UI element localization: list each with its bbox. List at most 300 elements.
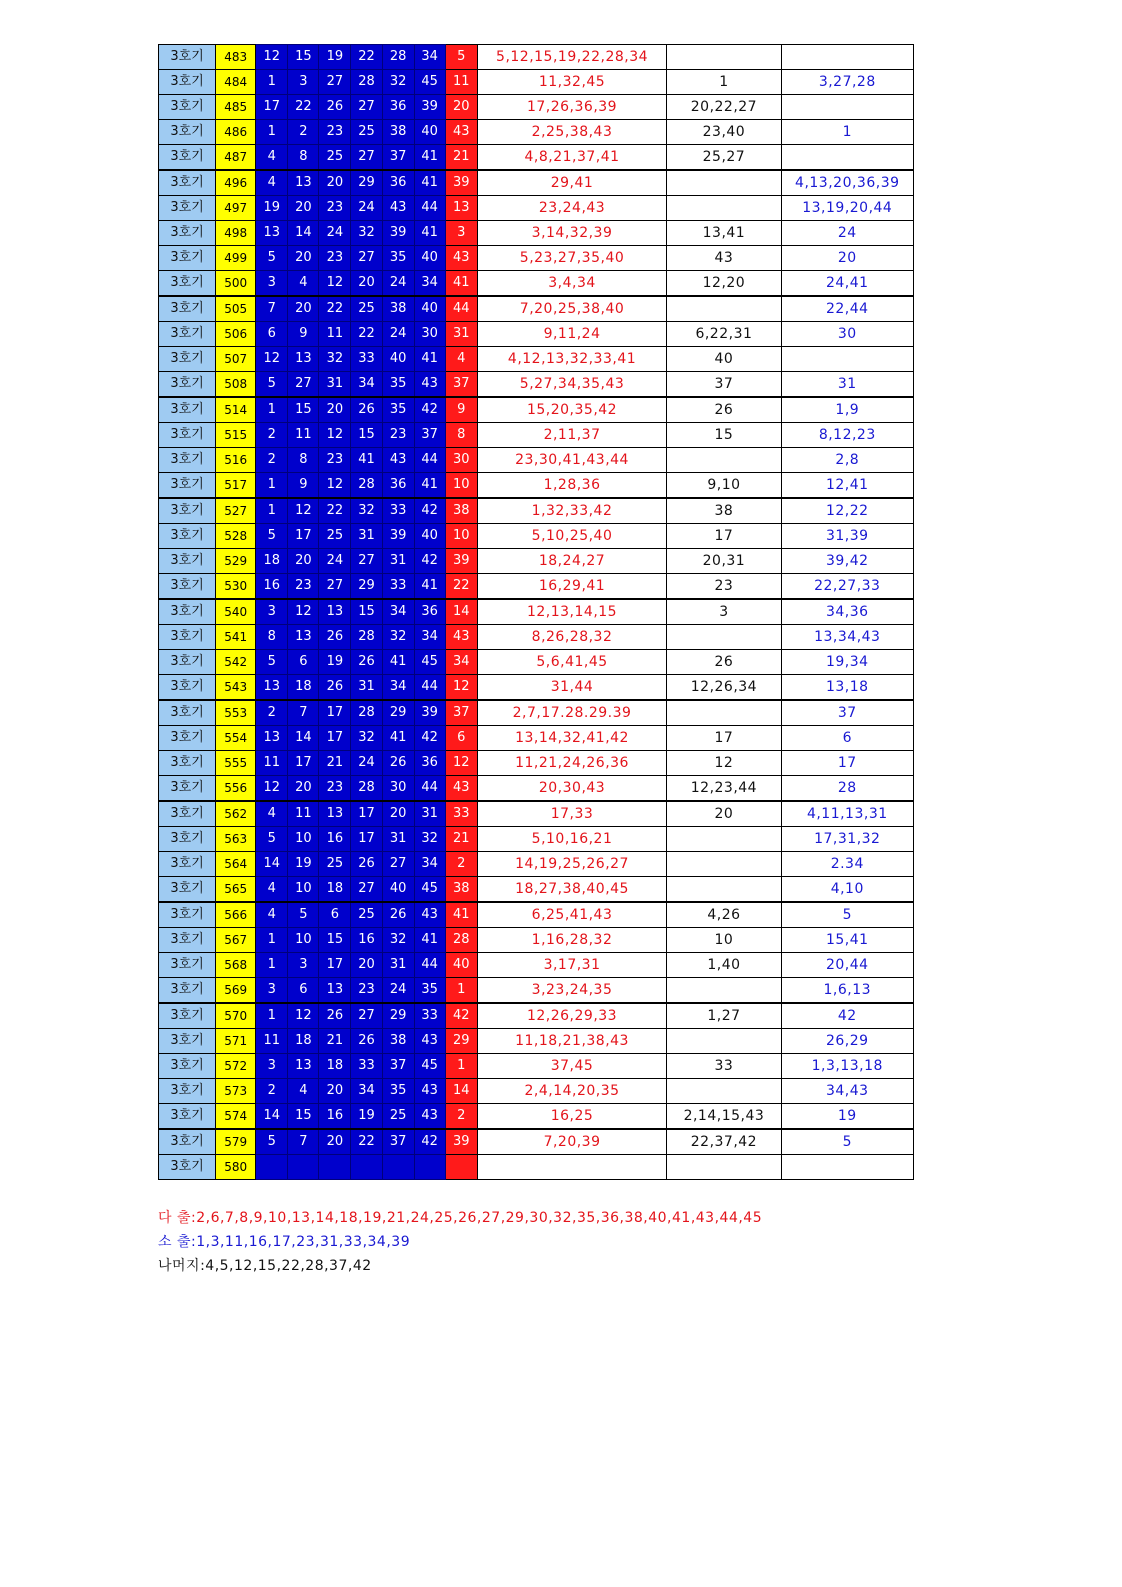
- few-cell: 39,42: [781, 549, 913, 574]
- bonus-cell: 37: [445, 372, 477, 398]
- number-cell: 35: [382, 372, 414, 398]
- number-cell: 12: [319, 423, 351, 448]
- round-cell: 483: [216, 45, 256, 70]
- bonus-cell: 34: [445, 650, 477, 675]
- draw-row: [159, 625, 914, 650]
- number-cell: 20: [351, 271, 382, 297]
- number-cell: 28: [382, 45, 414, 70]
- few-cell: 22,44: [781, 296, 913, 322]
- number-cell: 27: [319, 574, 351, 600]
- number-cell: 13: [288, 347, 319, 372]
- number-cell: 21: [319, 751, 351, 776]
- mid-cell: [667, 852, 781, 877]
- draw-row: [159, 751, 914, 776]
- machine-cell: 3호기: [159, 120, 216, 145]
- number-cell: 12: [256, 776, 288, 802]
- round-cell: 571: [216, 1029, 256, 1054]
- bonus-cell: 42: [445, 1003, 477, 1029]
- many-cell: 11,32,45: [477, 70, 667, 95]
- number-cell: 33: [382, 498, 414, 524]
- number-cell: 37: [382, 1054, 414, 1079]
- number-cell: 34: [351, 372, 382, 398]
- round-cell: 498: [216, 221, 256, 246]
- number-cell: 17: [351, 801, 382, 827]
- many-cell: 11,18,21,38,43: [477, 1029, 667, 1054]
- number-cell: 22: [351, 45, 382, 70]
- number-cell: 18: [256, 549, 288, 574]
- few-cell: 12,41: [781, 473, 913, 499]
- many-cell: 11,21,24,26,36: [477, 751, 667, 776]
- draw-row: [159, 423, 914, 448]
- number-cell: 27: [351, 1003, 382, 1029]
- number-cell: 3: [288, 953, 319, 978]
- number-cell: 35: [382, 397, 414, 423]
- machine-cell: 3호기: [159, 1029, 216, 1054]
- number-cell: 12: [319, 473, 351, 499]
- number-cell: 26: [382, 902, 414, 928]
- few-cell: 13,18: [781, 675, 913, 701]
- bonus-cell: 38: [445, 877, 477, 903]
- machine-cell: 3호기: [159, 978, 216, 1004]
- many-cell: 2,11,37: [477, 423, 667, 448]
- bonus-cell: 21: [445, 827, 477, 852]
- bonus-cell: 39: [445, 549, 477, 574]
- number-cell: 16: [256, 574, 288, 600]
- number-cell: 34: [351, 1079, 382, 1104]
- round-cell: 485: [216, 95, 256, 120]
- number-cell: 27: [319, 70, 351, 95]
- mid-cell: [667, 45, 781, 70]
- mid-cell: 3: [667, 599, 781, 625]
- number-cell: 28: [351, 776, 382, 802]
- number-cell: 2: [256, 423, 288, 448]
- number-cell: 42: [414, 549, 445, 574]
- number-cell: 25: [382, 1104, 414, 1130]
- number-cell: 1: [256, 120, 288, 145]
- few-cell: [781, 1155, 913, 1180]
- number-cell: 10: [288, 928, 319, 953]
- number-cell: 4: [256, 145, 288, 171]
- machine-cell: 3호기: [159, 271, 216, 297]
- bonus-cell: 12: [445, 751, 477, 776]
- number-cell: 12: [319, 271, 351, 297]
- many-cell: 31,44: [477, 675, 667, 701]
- number-cell: 18: [288, 675, 319, 701]
- number-cell: 40: [382, 877, 414, 903]
- number-cell: 29: [351, 170, 382, 196]
- draw-row: [159, 221, 914, 246]
- mid-cell: 1: [667, 70, 781, 95]
- number-cell: 36: [414, 751, 445, 776]
- many-cell: [477, 1155, 667, 1180]
- number-cell: 42: [414, 498, 445, 524]
- number-cell: 31: [351, 524, 382, 549]
- mid-cell: 10: [667, 928, 781, 953]
- few-cell: 24: [781, 221, 913, 246]
- draw-row: [159, 448, 914, 473]
- number-cell: 22: [351, 322, 382, 347]
- mid-cell: 20,22,27: [667, 95, 781, 120]
- machine-cell: 3호기: [159, 726, 216, 751]
- number-cell: 5: [256, 827, 288, 852]
- machine-cell: 3호기: [159, 322, 216, 347]
- number-cell: 29: [382, 1003, 414, 1029]
- number-cell: 23: [319, 776, 351, 802]
- number-cell: 44: [414, 776, 445, 802]
- number-cell: 31: [382, 827, 414, 852]
- draw-row: [159, 322, 914, 347]
- bonus-cell: 8: [445, 423, 477, 448]
- few-cell: 6: [781, 726, 913, 751]
- number-cell: 43: [382, 196, 414, 221]
- round-cell: 564: [216, 852, 256, 877]
- number-cell: 33: [351, 1054, 382, 1079]
- bonus-cell: 21: [445, 145, 477, 171]
- bonus-cell: 4: [445, 347, 477, 372]
- draw-row: [159, 776, 914, 802]
- bonus-cell: 9: [445, 397, 477, 423]
- number-cell: 17: [319, 953, 351, 978]
- number-cell: 34: [382, 599, 414, 625]
- round-cell: 497: [216, 196, 256, 221]
- number-cell: 40: [414, 246, 445, 271]
- number-cell: 32: [382, 70, 414, 95]
- remaining-line: 나머지:4,5,12,15,22,28,37,42: [158, 1258, 372, 1274]
- number-cell: 28: [351, 625, 382, 650]
- number-cell: 13: [319, 599, 351, 625]
- number-cell: 16: [319, 1104, 351, 1130]
- number-cell: 32: [414, 827, 445, 852]
- round-cell: 579: [216, 1129, 256, 1155]
- number-cell: 38: [382, 120, 414, 145]
- number-cell: 13: [256, 726, 288, 751]
- many-cell: 6,25,41,43: [477, 902, 667, 928]
- machine-cell: 3호기: [159, 625, 216, 650]
- many-cell: 5,10,25,40: [477, 524, 667, 549]
- bonus-cell: 43: [445, 625, 477, 650]
- lotto-sheet: [158, 44, 914, 1180]
- draw-row: [159, 1029, 914, 1054]
- few-cell: 4,13,20,36,39: [781, 170, 913, 196]
- few-cell: 34,43: [781, 1079, 913, 1104]
- number-cell: 5: [256, 650, 288, 675]
- number-cell: 34: [414, 271, 445, 297]
- number-cell: 28: [351, 473, 382, 499]
- machine-cell: 3호기: [159, 574, 216, 600]
- number-cell: 23: [351, 978, 382, 1004]
- number-cell: 42: [414, 726, 445, 751]
- number-cell: 8: [288, 145, 319, 171]
- many-cell: 23,30,41,43,44: [477, 448, 667, 473]
- draw-row: [159, 70, 914, 95]
- number-cell: 23: [319, 120, 351, 145]
- number-cell: 8: [288, 448, 319, 473]
- number-cell: 32: [351, 726, 382, 751]
- number-cell: 13: [288, 1054, 319, 1079]
- round-cell: 530: [216, 574, 256, 600]
- bonus-cell: 39: [445, 170, 477, 196]
- number-cell: 41: [414, 473, 445, 499]
- draw-row: [159, 928, 914, 953]
- bonus-cell: 43: [445, 776, 477, 802]
- number-cell: 41: [382, 650, 414, 675]
- number-cell: 45: [414, 1054, 445, 1079]
- bonus-cell: 1: [445, 978, 477, 1004]
- mid-cell: 1,40: [667, 953, 781, 978]
- few-cell: 12,22: [781, 498, 913, 524]
- number-cell: 26: [351, 650, 382, 675]
- mid-cell: 1,27: [667, 1003, 781, 1029]
- few-cell: 37: [781, 700, 913, 726]
- machine-cell: 3호기: [159, 448, 216, 473]
- number-cell: 22: [319, 498, 351, 524]
- few-cell: [781, 145, 913, 171]
- round-cell: 486: [216, 120, 256, 145]
- mid-cell: 38: [667, 498, 781, 524]
- many-cell: 7,20,25,38,40: [477, 296, 667, 322]
- number-cell: 32: [382, 928, 414, 953]
- number-cell: 27: [351, 246, 382, 271]
- number-cell: 12: [256, 347, 288, 372]
- few-cell: 8,12,23: [781, 423, 913, 448]
- number-cell: 25: [319, 145, 351, 171]
- number-cell: 31: [414, 801, 445, 827]
- number-cell: 20: [382, 801, 414, 827]
- number-cell: 31: [382, 953, 414, 978]
- number-cell: 3: [256, 978, 288, 1004]
- number-cell: 44: [414, 448, 445, 473]
- mid-cell: [667, 625, 781, 650]
- number-cell: [256, 1155, 288, 1180]
- number-cell: 36: [382, 473, 414, 499]
- mid-cell: 40: [667, 347, 781, 372]
- number-cell: 27: [351, 549, 382, 574]
- number-cell: 19: [319, 45, 351, 70]
- draw-row: [159, 1054, 914, 1079]
- number-cell: 36: [382, 170, 414, 196]
- machine-cell: 3호기: [159, 145, 216, 171]
- many-cell: 3,17,31: [477, 953, 667, 978]
- number-cell: 32: [351, 221, 382, 246]
- number-cell: 5: [256, 524, 288, 549]
- number-cell: 1: [256, 397, 288, 423]
- number-cell: 16: [319, 827, 351, 852]
- machine-cell: 3호기: [159, 751, 216, 776]
- number-cell: 9: [288, 322, 319, 347]
- number-cell: 8: [256, 625, 288, 650]
- draw-row: [159, 372, 914, 398]
- number-cell: 11: [288, 801, 319, 827]
- number-cell: 45: [414, 650, 445, 675]
- number-cell: 29: [351, 574, 382, 600]
- number-cell: 41: [382, 726, 414, 751]
- number-cell: 10: [288, 877, 319, 903]
- number-cell: 20: [351, 953, 382, 978]
- number-cell: 38: [382, 1029, 414, 1054]
- draw-row: [159, 801, 914, 827]
- round-cell: 567: [216, 928, 256, 953]
- number-cell: 23: [319, 246, 351, 271]
- number-cell: [319, 1155, 351, 1180]
- number-cell: 41: [414, 145, 445, 171]
- number-cell: 23: [319, 448, 351, 473]
- number-cell: 20: [288, 196, 319, 221]
- number-cell: 31: [319, 372, 351, 398]
- number-cell: 38: [382, 296, 414, 322]
- round-cell: 568: [216, 953, 256, 978]
- draw-table: [158, 44, 914, 1180]
- few-cell: 13,34,43: [781, 625, 913, 650]
- machine-cell: 3호기: [159, 549, 216, 574]
- number-cell: 4: [256, 902, 288, 928]
- number-cell: 43: [414, 372, 445, 398]
- draw-row: [159, 498, 914, 524]
- mid-cell: [667, 170, 781, 196]
- number-cell: [351, 1155, 382, 1180]
- number-cell: 40: [382, 347, 414, 372]
- number-cell: 11: [256, 1029, 288, 1054]
- bonus-cell: 11: [445, 70, 477, 95]
- number-cell: 33: [351, 347, 382, 372]
- bonus-cell: 22: [445, 574, 477, 600]
- number-cell: 24: [319, 221, 351, 246]
- number-cell: 20: [319, 397, 351, 423]
- number-cell: 7: [288, 700, 319, 726]
- draw-row: [159, 1129, 914, 1155]
- draw-row: [159, 1003, 914, 1029]
- machine-cell: 3호기: [159, 877, 216, 903]
- number-cell: 12: [288, 1003, 319, 1029]
- mid-cell: 33: [667, 1054, 781, 1079]
- draw-row: [159, 675, 914, 701]
- number-cell: 13: [319, 978, 351, 1004]
- round-cell: 573: [216, 1079, 256, 1104]
- round-cell: 508: [216, 372, 256, 398]
- number-cell: 42: [414, 397, 445, 423]
- number-cell: 11: [256, 751, 288, 776]
- many-cell: 14,19,25,26,27: [477, 852, 667, 877]
- draw-row: [159, 145, 914, 171]
- round-cell: 505: [216, 296, 256, 322]
- round-cell: 570: [216, 1003, 256, 1029]
- draw-row: [159, 45, 914, 70]
- bonus-cell: 5: [445, 45, 477, 70]
- number-cell: 20: [288, 246, 319, 271]
- round-cell: 566: [216, 902, 256, 928]
- mid-cell: 2,14,15,43: [667, 1104, 781, 1130]
- mid-cell: 23,40: [667, 120, 781, 145]
- number-cell: 2: [256, 700, 288, 726]
- number-cell: 7: [288, 1129, 319, 1155]
- number-cell: 31: [382, 549, 414, 574]
- number-cell: 29: [382, 700, 414, 726]
- number-cell: 6: [288, 650, 319, 675]
- draw-row: [159, 1155, 914, 1180]
- number-cell: 27: [351, 95, 382, 120]
- many-cell: 3,14,32,39: [477, 221, 667, 246]
- number-cell: 13: [288, 170, 319, 196]
- number-cell: 36: [382, 95, 414, 120]
- round-cell: 569: [216, 978, 256, 1004]
- machine-cell: 3호기: [159, 423, 216, 448]
- bonus-cell: 10: [445, 524, 477, 549]
- round-cell: 543: [216, 675, 256, 701]
- mid-cell: [667, 827, 781, 852]
- number-cell: 11: [319, 322, 351, 347]
- number-cell: 15: [288, 397, 319, 423]
- mid-cell: [667, 296, 781, 322]
- number-cell: 24: [319, 549, 351, 574]
- many-cell: 12,26,29,33: [477, 1003, 667, 1029]
- number-cell: 35: [382, 1079, 414, 1104]
- mid-cell: 15: [667, 423, 781, 448]
- bonus-cell: 14: [445, 1079, 477, 1104]
- bonus-cell: 39: [445, 1129, 477, 1155]
- number-cell: 40: [414, 296, 445, 322]
- number-cell: 12: [288, 599, 319, 625]
- round-cell: 507: [216, 347, 256, 372]
- number-cell: 26: [319, 625, 351, 650]
- draw-row: [159, 1079, 914, 1104]
- number-cell: 39: [382, 221, 414, 246]
- round-cell: 572: [216, 1054, 256, 1079]
- many-drawn-line: 다 출:2,6,7,8,9,10,13,14,18,19,21,24,25,26,27,29,30,32,35,36,38,40,41,43,44,45: [158, 1210, 763, 1226]
- many-cell: 1,32,33,42: [477, 498, 667, 524]
- mid-cell: 22,37,42: [667, 1129, 781, 1155]
- number-cell: 15: [351, 423, 382, 448]
- number-cell: 44: [414, 675, 445, 701]
- bonus-cell: 6: [445, 726, 477, 751]
- draw-row: [159, 196, 914, 221]
- few-cell: [781, 45, 913, 70]
- machine-cell: 3호기: [159, 1079, 216, 1104]
- number-cell: 25: [351, 902, 382, 928]
- mid-cell: 26: [667, 650, 781, 675]
- number-cell: 23: [382, 423, 414, 448]
- number-cell: 22: [319, 296, 351, 322]
- draw-row: [159, 549, 914, 574]
- many-cell: 16,25: [477, 1104, 667, 1130]
- round-cell: 517: [216, 473, 256, 499]
- number-cell: 20: [319, 1079, 351, 1104]
- machine-cell: 3호기: [159, 1054, 216, 1079]
- round-cell: 553: [216, 700, 256, 726]
- number-cell: 13: [288, 625, 319, 650]
- number-cell: 39: [382, 524, 414, 549]
- round-cell: 484: [216, 70, 256, 95]
- many-cell: 29,41: [477, 170, 667, 196]
- many-cell: 4,8,21,37,41: [477, 145, 667, 171]
- machine-cell: 3호기: [159, 801, 216, 827]
- number-cell: 25: [351, 120, 382, 145]
- machine-cell: 3호기: [159, 296, 216, 322]
- number-cell: 40: [414, 524, 445, 549]
- number-cell: 39: [414, 700, 445, 726]
- round-cell: 540: [216, 599, 256, 625]
- round-cell: 527: [216, 498, 256, 524]
- draw-row: [159, 902, 914, 928]
- few-cell: 26,29: [781, 1029, 913, 1054]
- round-cell: 556: [216, 776, 256, 802]
- number-cell: 14: [288, 221, 319, 246]
- number-cell: 45: [414, 877, 445, 903]
- draw-row: [159, 852, 914, 877]
- few-cell: 17,31,32: [781, 827, 913, 852]
- bonus-cell: 30: [445, 448, 477, 473]
- number-cell: 45: [414, 70, 445, 95]
- few-drawn-line: 소 출:1,3,11,16,17,23,31,33,34,39: [158, 1234, 411, 1250]
- few-cell: 4,11,13,31: [781, 801, 913, 827]
